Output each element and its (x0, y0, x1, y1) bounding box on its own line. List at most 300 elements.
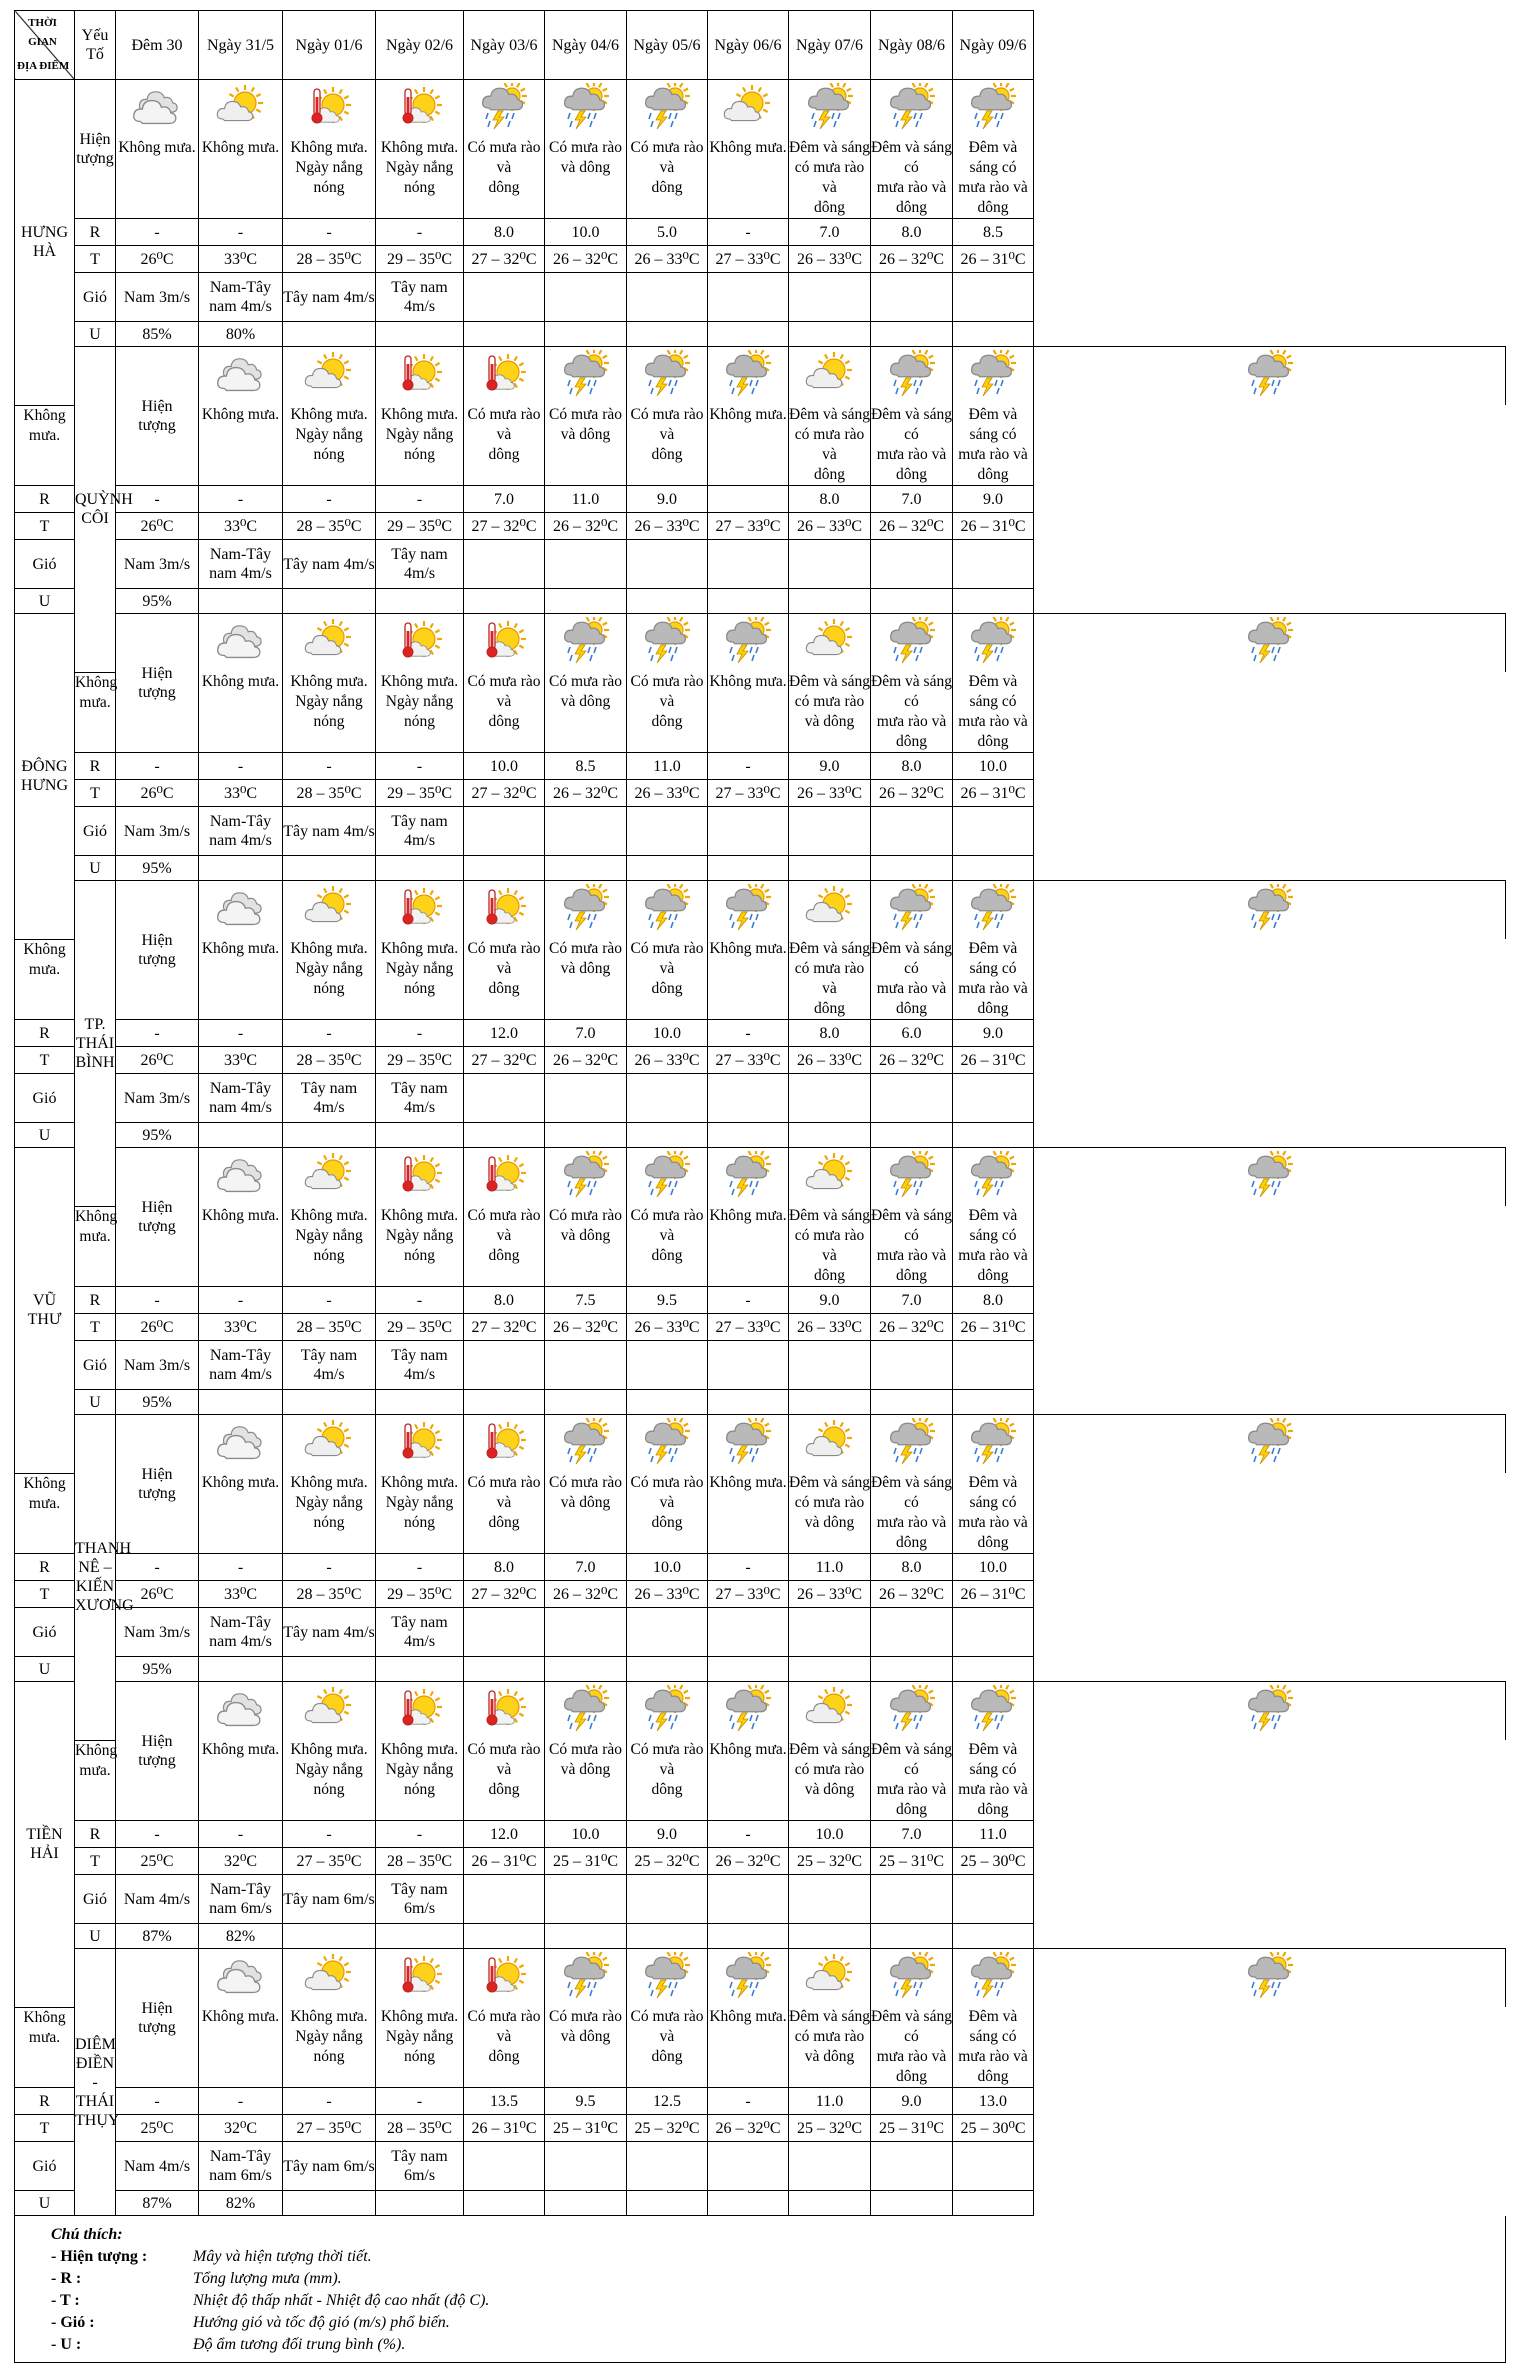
factor-u: U (15, 1123, 75, 1148)
text-line: có mưa rào và (794, 159, 865, 196)
phenomenon-cell (545, 1206, 627, 1287)
humidity-cell (953, 2191, 1034, 2216)
rain-cell: - (199, 1554, 283, 1581)
rain-cell: 8.0 (871, 219, 953, 246)
weather-icon-cell (627, 347, 708, 406)
humidity-cell (464, 1123, 545, 1148)
text-line: Đêm và sáng có (968, 1474, 1018, 1511)
phenomenon-row (15, 672, 1506, 753)
thunderstorm-icon (804, 83, 856, 136)
text-line: Có mưa rào và (467, 673, 541, 710)
temp-cell: 26 – 32⁰C (871, 513, 953, 540)
humidity-row (15, 589, 1506, 614)
rain-cell: 8.0 (464, 219, 545, 246)
text-line: Không mưa. (380, 940, 459, 957)
phenomenon-cell (789, 1206, 871, 1287)
note-value: Mây và hiện tượng thời tiết. (193, 2248, 372, 2265)
rain-cell: - (116, 219, 199, 246)
factor-t: T (75, 1314, 116, 1341)
text-line: dông (896, 1267, 927, 1284)
rain-cell: 9.5 (545, 2088, 627, 2115)
text-line: dông (814, 199, 845, 216)
humidity-cell (464, 322, 545, 347)
text-line: HƯNG (20, 224, 69, 242)
temp-cell: 28 – 35⁰C (376, 2115, 464, 2142)
rain-cell: - (376, 2088, 464, 2115)
text-line: Không mưa. (709, 1474, 787, 1491)
temp-cell: 26 – 31⁰C (953, 1047, 1034, 1074)
text-line: 4m/s (403, 565, 436, 582)
text-line: Nam-Tây (209, 279, 272, 296)
wind-cell (464, 807, 545, 856)
temp-cell: 26 – 31⁰C (464, 2115, 545, 2142)
text-line: và dông (560, 693, 611, 710)
humidity-cell (464, 589, 545, 614)
text-line: Ngày nắng nóng (295, 1761, 363, 1798)
phenomenon-cell (789, 2007, 871, 2088)
text-line: nam 6m/s (209, 1900, 272, 1917)
phenomenon-cell (871, 138, 953, 219)
phenomenon-cell (953, 1473, 1034, 1554)
humidity-cell (708, 1924, 789, 1949)
wind-cell (789, 1074, 871, 1123)
text-line: dông (814, 1000, 845, 1017)
rain-cell: 9.0 (627, 1821, 708, 1848)
text-line: và dông (804, 1781, 855, 1798)
hot-sun-icon (478, 1687, 530, 1736)
rain-cell: - (283, 2088, 376, 2115)
thunderstorm-icon (722, 350, 774, 403)
text-line: Không mưa. (75, 673, 118, 711)
wind-cell (953, 1074, 1034, 1123)
day-header: Ngày 05/6 (627, 11, 708, 80)
weather-icon-cell (545, 614, 627, 673)
thunderstorm-icon (560, 617, 612, 670)
text-line: ĐIỀN - (75, 2054, 115, 2091)
text-line: Ngày nắng nóng (295, 426, 363, 463)
phenomenon-cell (627, 1473, 708, 1554)
text-line: Tây nam 4m/s (283, 1623, 375, 1641)
humidity-cell (708, 1390, 789, 1415)
text-line: Có mưa rào (549, 406, 622, 423)
location-name (15, 80, 75, 406)
note-value: Độ ẩm tương đối trung bình (%). (193, 2336, 406, 2353)
rain-cell: - (376, 486, 464, 513)
temp-cell: 25 – 30⁰C (953, 1848, 1034, 1875)
text-line: Không mưa. (201, 673, 280, 690)
text-line: Tây nam (391, 1347, 448, 1364)
text-line: Ngày nắng nóng (385, 1227, 454, 1264)
day-header: Ngày 31/5 (199, 11, 283, 80)
day-header: Ngày 02/6 (376, 11, 464, 80)
temp-cell: 29 – 35⁰C (376, 1047, 464, 1074)
cloudy-icon (215, 1687, 267, 1736)
hot-sun-icon (478, 1954, 530, 2003)
text-line: 4m/s (403, 1366, 436, 1383)
text-line: 4m/s (313, 1099, 345, 1116)
temp-cell: 29 – 35⁰C (376, 1581, 464, 1608)
weather-icon-cell (708, 1682, 789, 1741)
weather-icon-cell (871, 80, 953, 139)
factor-t: T (15, 513, 75, 540)
text-line: Đêm và sáng có (871, 139, 952, 176)
weather-icon-cell (789, 881, 871, 940)
humidity-row (15, 1123, 1506, 1148)
hot-sun-icon (478, 352, 530, 401)
factor-r: R (75, 753, 116, 780)
rain-cell: 7.5 (545, 1287, 627, 1314)
text-line: Ngày nắng nóng (385, 1494, 454, 1531)
weather-icon-cell (545, 1682, 627, 1741)
rain-cell: - (199, 2088, 283, 2115)
temp-cell: 25 – 31⁰C (545, 1848, 627, 1875)
humidity-cell (545, 322, 627, 347)
text-line: Có mưa rào (549, 673, 622, 690)
weather-icon-cell (1034, 614, 1506, 673)
thunderstorm-icon (886, 1952, 938, 2005)
phenomenon-cell (789, 405, 871, 486)
rain-cell: - (116, 753, 199, 780)
rain-cell: - (376, 1287, 464, 1314)
hot-sun-icon (394, 352, 446, 401)
phenomenon-cell (545, 405, 627, 486)
temp-row (15, 1314, 1506, 1341)
text-line: Hiện (141, 1466, 173, 1483)
wind-cell (116, 807, 199, 856)
factor-hien-tuong (75, 80, 116, 219)
text-line: Có mưa rào (549, 1741, 622, 1758)
phenomenon-row (15, 405, 1506, 486)
wind-cell (199, 1341, 283, 1390)
icon-row (15, 881, 1506, 940)
factor-r: R (15, 2088, 75, 2115)
wind-cell (871, 1341, 953, 1390)
weather-icon-cell (953, 1415, 1034, 1474)
text-line: tượng (138, 417, 176, 434)
wind-cell (708, 1875, 789, 1924)
temp-cell: 27 – 32⁰C (464, 513, 545, 540)
humidity-cell (283, 1390, 376, 1415)
wind-cell (376, 1875, 464, 1924)
text-line: Không mưa. (201, 2008, 280, 2025)
humidity-cell (871, 589, 953, 614)
weather-icon-cell (953, 1682, 1034, 1741)
humidity-cell (464, 2191, 545, 2216)
phenomenon-cell (15, 405, 75, 486)
temp-cell: 26 – 33⁰C (789, 1047, 871, 1074)
temp-cell: 26 – 32⁰C (545, 780, 627, 807)
wind-cell (116, 273, 199, 322)
factor-gio: Gió (15, 1074, 75, 1123)
text-line: Nam 3m/s (123, 1356, 191, 1374)
weather-icon-cell (708, 1415, 789, 1474)
rain-cell: 10.0 (545, 219, 627, 246)
phenomenon-cell (708, 1206, 789, 1287)
weather-icon-cell (789, 614, 871, 673)
text-line: Không mưa. (290, 2008, 368, 2025)
text-line: mưa rào và (958, 2048, 1028, 2065)
rain-cell: - (283, 486, 376, 513)
weather-icon-cell (871, 614, 953, 673)
phenomenon-cell (376, 939, 464, 1020)
phenomenon-cell (789, 1473, 871, 1554)
temp-cell: 25⁰C (116, 2115, 199, 2142)
wind-cell (871, 807, 953, 856)
text-line: BÌNH (75, 1053, 115, 1071)
text-line: Đêm và sáng có (871, 2008, 952, 2045)
humidity-cell (789, 2191, 871, 2216)
rain-cell: - (116, 1554, 199, 1581)
weather-icon-cell (376, 881, 464, 940)
phenomenon-cell (376, 2007, 464, 2088)
temp-cell: 26 – 33⁰C (627, 1047, 708, 1074)
text-line: dông (977, 2068, 1009, 2085)
weather-icon-cell (953, 614, 1034, 673)
temp-cell: 32⁰C (199, 1848, 283, 1875)
factor-r: R (75, 219, 116, 246)
weather-icon-cell (376, 1415, 464, 1474)
note-value: Tổng lượng mưa (mm). (193, 2270, 342, 2287)
text-line: 4m/s (403, 1099, 436, 1116)
text-line: CÔI (81, 510, 109, 528)
weather-icon-cell (545, 1148, 627, 1207)
weather-icon-cell (199, 1148, 283, 1207)
weather-icon-cell (464, 881, 545, 940)
text-line: Ngày nắng nóng (385, 960, 454, 997)
weather-icon-cell (376, 1148, 464, 1207)
weather-icon-cell (283, 1949, 376, 2008)
rain-cell: 8.0 (464, 1554, 545, 1581)
wind-cell (953, 1875, 1034, 1924)
weather-icon-cell (789, 347, 871, 406)
humidity-cell (464, 1390, 545, 1415)
temp-cell: 26 – 31⁰C (953, 1314, 1034, 1341)
phenomenon-row (15, 1740, 1506, 1821)
cloudy-icon (215, 619, 267, 668)
text-line: Không mưa. (380, 2008, 459, 2025)
thunderstorm-icon (560, 1151, 612, 1204)
text-line: nam 6m/s (209, 2167, 272, 2184)
text-line: QUỲNH (75, 491, 133, 509)
humidity-cell (545, 2191, 627, 2216)
text-line: Đêm và sáng có (871, 940, 952, 977)
phenomenon-cell (75, 1206, 116, 1287)
phenomenon-cell (871, 939, 953, 1020)
wind-cell (376, 273, 464, 322)
wind-cell (871, 1875, 953, 1924)
temp-cell: 26 – 31⁰C (464, 1848, 545, 1875)
wind-cell (116, 540, 199, 589)
text-line: dông (651, 446, 683, 463)
temp-cell: 33⁰C (199, 1581, 283, 1608)
phenomenon-cell (15, 2007, 75, 2088)
sun-cloud-icon (722, 85, 774, 134)
factor-u: U (75, 1390, 116, 1415)
rain-cell: - (283, 1020, 376, 1047)
thunderstorm-icon (722, 884, 774, 937)
rain-cell: 8.0 (953, 1287, 1034, 1314)
text-line: Nam-Tây (209, 1881, 272, 1898)
text-line: Không mưa. (380, 1207, 459, 1224)
phenomenon-cell (464, 1740, 545, 1821)
weather-icon-cell (283, 1682, 376, 1741)
text-line: tượng (138, 951, 176, 968)
weather-icon-cell (1034, 1682, 1506, 1741)
phenomenon-cell (464, 939, 545, 1020)
phenomenon-cell (283, 2007, 376, 2088)
temp-cell: 26 – 33⁰C (789, 1581, 871, 1608)
thunderstorm-icon (641, 1685, 693, 1738)
sun-cloud-icon (303, 1420, 355, 1469)
text-line: dông (814, 1267, 845, 1284)
humidity-cell (199, 589, 283, 614)
text-line: XƯƠNG (75, 1597, 134, 1615)
note-line (35, 2246, 1505, 2268)
rain-cell: 10.0 (953, 753, 1034, 780)
humidity-cell (199, 1657, 283, 1682)
phenomenon-cell (283, 939, 376, 1020)
rain-cell: - (376, 753, 464, 780)
humidity-cell (283, 1657, 376, 1682)
rain-cell: 9.0 (953, 1020, 1034, 1047)
weather-icon-cell (199, 614, 283, 673)
corner-place-label: ĐỊA ĐIỂM (17, 60, 70, 72)
wind-cell (545, 1074, 627, 1123)
text-line: Có mưa rào và (467, 1474, 541, 1511)
weather-icon-cell (708, 881, 789, 940)
temp-cell: 26 – 32⁰C (545, 246, 627, 273)
temp-cell: 26 – 32⁰C (871, 1581, 953, 1608)
humidity-cell (199, 1123, 283, 1148)
temp-cell: 28 – 35⁰C (283, 1581, 376, 1608)
text-line: mưa rào và (876, 1514, 947, 1531)
sun-cloud-icon (804, 352, 856, 401)
humidity-cell (789, 1123, 871, 1148)
wind-cell (953, 1608, 1034, 1657)
text-line: 4m/s (403, 1633, 436, 1650)
text-line: Không mưa. (290, 1474, 368, 1491)
phenomenon-cell (789, 672, 871, 753)
text-line: Đêm và sáng (789, 940, 870, 957)
temp-cell: 26 – 32⁰C (871, 246, 953, 273)
temp-cell: 27 – 32⁰C (464, 780, 545, 807)
rain-cell: - (376, 219, 464, 246)
phenomenon-cell (871, 1740, 953, 1821)
humidity-cell: 95% (116, 856, 199, 881)
text-line: và dông (560, 1494, 611, 1511)
temp-cell: 26⁰C (116, 1047, 199, 1074)
sun-cloud-icon (804, 1153, 856, 1202)
rain-cell: - (376, 1554, 464, 1581)
weather-icon-cell (871, 1682, 953, 1741)
humidity-cell (789, 589, 871, 614)
rain-cell: 7.0 (545, 1554, 627, 1581)
wind-cell (464, 1875, 545, 1924)
phenomenon-cell (464, 672, 545, 753)
rain-cell: 7.0 (871, 1287, 953, 1314)
phenomenon-cell (545, 138, 627, 219)
wind-cell (708, 1608, 789, 1657)
text-line: có mưa rào (794, 693, 865, 710)
humidity-cell: 82% (199, 2191, 283, 2216)
phenomenon-cell (708, 138, 789, 219)
temp-row (15, 1047, 1506, 1074)
cloudy-icon (215, 352, 267, 401)
temp-cell: 29 – 35⁰C (376, 513, 464, 540)
hot-sun-icon (394, 85, 446, 134)
rain-cell: - (116, 1287, 199, 1314)
text-line: dông (977, 199, 1009, 216)
humidity-cell (376, 1123, 464, 1148)
rain-cell: 12.0 (464, 1020, 545, 1047)
humidity-cell (789, 1657, 871, 1682)
humidity-cell (545, 856, 627, 881)
rain-cell: - (199, 219, 283, 246)
text-line: dông (814, 466, 845, 483)
temp-cell: 27 – 32⁰C (464, 1581, 545, 1608)
text-line: Đêm và sáng có (871, 673, 952, 710)
phenomenon-cell (464, 1206, 545, 1287)
phenomenon-cell (627, 672, 708, 753)
phenomenon-cell (953, 405, 1034, 486)
text-line: dông (896, 1801, 927, 1818)
text-line: dông (651, 179, 683, 196)
temp-cell: 25 – 31⁰C (871, 2115, 953, 2142)
weather-icon-cell (871, 347, 953, 406)
humidity-cell (953, 856, 1034, 881)
humidity-cell (464, 856, 545, 881)
sun-cloud-icon (804, 1420, 856, 1469)
cloudy-icon (215, 1420, 267, 1469)
thunderstorm-icon (641, 350, 693, 403)
phenomenon-cell (376, 672, 464, 753)
factor-t: T (15, 1047, 75, 1074)
weather-icon-cell (376, 1949, 464, 2008)
text-line: tượng (138, 1218, 176, 1235)
location-name (75, 881, 116, 1207)
temp-cell: 29 – 35⁰C (376, 246, 464, 273)
weather-icon-cell (464, 80, 545, 139)
wind-cell (789, 2142, 871, 2191)
location-name (15, 1682, 75, 2008)
temp-cell: 28 – 35⁰C (283, 1047, 376, 1074)
humidity-row (15, 2191, 1506, 2216)
phenomenon-cell (75, 1740, 116, 1821)
text-line: Không mưa. (201, 940, 280, 957)
text-line: và dông (560, 159, 611, 176)
wind-cell (953, 273, 1034, 322)
text-line: Không mưa. (380, 1474, 459, 1491)
text-line: Tây nam 4m/s (283, 822, 375, 840)
humidity-cell (376, 2191, 464, 2216)
factor-hien-tuong (116, 614, 199, 753)
text-line: mưa rào và (876, 1247, 947, 1264)
wind-cell (376, 807, 464, 856)
forecast-table (14, 10, 1506, 2216)
temp-cell: 28 – 35⁰C (283, 1314, 376, 1341)
phenomenon-cell (376, 138, 464, 219)
note-line (35, 2290, 1505, 2312)
humidity-cell (199, 1390, 283, 1415)
weather-icon-cell (627, 881, 708, 940)
text-line: Ngày nắng nóng (385, 693, 454, 730)
wind-cell (199, 807, 283, 856)
wind-cell (789, 807, 871, 856)
phenomenon-cell (376, 1206, 464, 1287)
factor-u: U (15, 589, 75, 614)
text-line: Tây nam 6m/s (283, 1890, 375, 1908)
rain-cell: - (708, 1020, 789, 1047)
